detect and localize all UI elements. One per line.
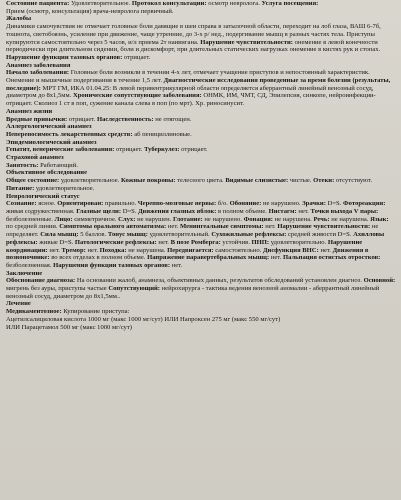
complaints-title: Жалобы [6, 15, 32, 23]
tongue-value: по средней линии. [6, 223, 58, 231]
palp-label: Пальпация остистых отростков: [282, 254, 381, 262]
onset-value: Головные боли возникли в течении 4-х лет, отмечает учащение приступов и непостоянный характеристик. Онемение и мышечные подергивания в течение 1,5 лет. [6, 69, 370, 85]
neuro-paragraph [6, 200, 397, 269]
epid-title: Эпидемиологический анамнез [6, 138, 97, 146]
eye-move-label: Движения глазных яблок: [138, 207, 217, 215]
allergy-title: Аллергологический анамнез [6, 123, 92, 131]
main-label: Основной: [363, 277, 396, 285]
orientation-label: Ориентирован: [57, 200, 104, 208]
employment-label: Занятость: [6, 161, 39, 169]
achilles-value: живые D=S. [39, 238, 74, 246]
diag-label: Диагностические исследования проведенные за время болезни (результаты, последние): [6, 77, 391, 92]
treatment-title: Лечение [6, 300, 31, 308]
swallow-value: не нарушено. [204, 215, 242, 223]
meds-intro: Купирование приступа: [63, 308, 130, 316]
tremor-value: нет. [87, 246, 98, 254]
nystagmus-label: Нистагм: [268, 207, 297, 215]
conclusion-title: Заключение [6, 269, 43, 277]
coord-value: нет. [49, 246, 60, 254]
eye-value: D=S. [122, 207, 137, 215]
gait-label: Походка: [99, 246, 127, 254]
neuro-title: Неврологический статус [6, 192, 80, 200]
pelvic2-value: нет. [171, 261, 183, 269]
pathological-label: Патологические рефлексы: [74, 238, 157, 246]
smell-label: Обоняние: [229, 200, 262, 208]
status-line [6, 0, 397, 8]
muscle-value: нет. [270, 254, 282, 262]
exam-title: Объективное обследование [6, 169, 88, 177]
vns-label: Дисфункция ВНС: [263, 246, 319, 254]
coord-label: Нарушение координации: [6, 238, 363, 254]
oral-label: Симптомы орального автоматизма: [59, 223, 167, 231]
photo-value: живая содружественная. [6, 207, 75, 215]
protocol-value: осмотр невролога. [208, 0, 260, 7]
habits-value: отрицает. [68, 115, 96, 123]
habits-label: Вредные привычки: [6, 115, 68, 123]
face-label: Лицо: [54, 215, 73, 223]
meds-line [6, 308, 397, 316]
meds-line-2: ИЛИ Парацетамол 500 мг (макс 1000 мг/сут) [6, 323, 132, 331]
vns-value: нет. [320, 246, 331, 254]
protocol-label: Протокол консультации: [131, 0, 207, 7]
face-value: симметричное. [74, 215, 117, 223]
heredity-label: Наследственность: [96, 115, 154, 123]
sens-label: Нарушение чувствительности: [277, 223, 371, 231]
nutrition-value: удовлетворительное. [35, 184, 95, 192]
hearing-value: не нарушен. [137, 215, 172, 223]
photo-label: Фотореакция: [343, 200, 386, 208]
complaints-text: Динамики самочувствия не отмечает головные боли давящие в шеи справа в затылочной области, переходит на лоб глаза, ВАШ 6-7б, тошнота, светобоязнь, усиление при движение, чаще утренние, до 3-х р/ нед., подергивание мышц в разных частях тела. Приступы купируются самостоятельно через 5 часов, и/л приема 2т наивигана. [6, 23, 381, 46]
spine-label: Движения в позвоночнике: [6, 246, 369, 262]
main-value: мигрень без ауры, приступы частые [6, 285, 107, 293]
oral-value: нет. [167, 223, 179, 231]
service-label: Услуга посещения: [261, 0, 319, 7]
skin-value: телесного цвета. [177, 177, 224, 185]
insurance-title: Страховой анамнез [6, 154, 64, 162]
smell-value: не нарушено. [263, 200, 301, 208]
pupils-label: Зрачки: [302, 200, 326, 208]
habits-line [6, 116, 397, 124]
edema-value: отсутствуют. [335, 177, 373, 185]
achilles-label: Ахилловы рефлексы: [6, 231, 385, 246]
eye-label: Глазные щели: [76, 207, 122, 215]
complaints-paragraph [6, 23, 397, 62]
tremor-label: Тремор: [61, 246, 86, 254]
service-line [6, 8, 397, 16]
hearing-label: Слух: [118, 215, 136, 223]
pelvic2-label: Нарушения функции тазовых органов: [53, 261, 171, 269]
tendon-value: средней живости D=S. [287, 231, 352, 239]
consciousness-label: Сознание: [6, 200, 37, 208]
diag-value: МРТ ГМ, ИКА 01.04.25: В левой перивентрикулярной области определяется аберрантный линейный венозный сосуд, диаметром до 8х1,5мм. [6, 84, 374, 100]
mucosa-value: чистые. [289, 177, 312, 185]
status-label: Состояние пациента: [6, 0, 70, 7]
general-value: удовлетворительное. [60, 177, 120, 185]
strength-label: Сила мышц: [40, 231, 79, 239]
tone-label: Тонус мышц: [107, 231, 148, 239]
employment-value: Работающий. [40, 161, 78, 169]
hepatitis-value: отрицает. [116, 146, 143, 154]
speech-label: Речь: [313, 215, 330, 223]
fnp-value: удовлетворительно. [270, 238, 327, 246]
comorbid-label: Сопутствующий: [108, 285, 160, 293]
sensitivity-value: онемение в левой конечности периодически при длительном сидении, боли и дискомфорт, при длительных статических нагрузках онемение в кистях рук и стопах. [6, 38, 381, 54]
orientation-value: правильно. [104, 200, 137, 208]
tb-label: Туберкулез: [144, 146, 180, 154]
intolerance-label: Непереносимость лекарственных средств: [6, 130, 133, 138]
edema-label: Отеки: [313, 177, 335, 185]
anamnesis-paragraph [6, 69, 397, 108]
trigem-value: безболезненные. [6, 215, 53, 223]
pelvic-value: отрицает. [123, 53, 151, 61]
skin-label: Кожные покровы: [121, 177, 176, 185]
pupils-value: D=S. [327, 200, 342, 208]
eye-move-value: в полном объеме. [218, 207, 267, 215]
strength-value: 5 баллов. [80, 231, 107, 239]
romberg-value: устойчив. [222, 238, 250, 246]
intolerance-line [6, 131, 397, 139]
cranial-value: б/о. [217, 200, 228, 208]
chronic-value: ОНМК, ИМ, ЧМТ, СД, Эпилепсия, синкопе, нейроинфекции- отрицает. Сколиоз 1 ст в поп, сужение канала слева в поп (по мрт). Хр. риносинусит. [6, 92, 376, 108]
romberg-label: В позе Ромберга: [170, 238, 221, 246]
hepatitis-line [6, 146, 397, 154]
comorbid-value: нейрохирурга - тактика ведения венозной аномалии - аберрантный линейный венозный сосуд, диаметром до 8х1,5мм.. [6, 285, 380, 300]
employment-line [6, 162, 397, 170]
spine-value: во всех отделах в полном объеме. [51, 254, 146, 262]
tendon-label: Сухожильные рефлексы: [211, 231, 287, 239]
nutrition-label: Питание: [6, 184, 35, 192]
gait-value: не нарушена. [128, 246, 166, 254]
pelvic-label: Нарушение функции тазовых органов: [6, 53, 123, 61]
heredity-value: не отягощен. [155, 115, 192, 123]
meds-line-1: Ацетилсалициловая кислота 1000 мг (макс 1000 мг/сут) ИЛИ Напроксен 275 мг (макс 550 мг/сут) [6, 315, 281, 323]
basis-value: На основании жалоб, анамнеза, объективных данных, результатов обследований установлен диагноз. [76, 277, 362, 285]
tongue-label: Язык: [370, 215, 389, 223]
general-label: Общее состояние: [6, 177, 60, 185]
fnp-label: ПНП: [251, 238, 270, 246]
trigem-label: Точки выхода V пары: [310, 207, 379, 215]
intolerance-value: аб пенициллиновые. [134, 130, 192, 138]
meds-label: Медикаментозное: [6, 308, 62, 316]
tb-value: отрицает. [181, 146, 208, 154]
tone-value: удовлетворительный. [149, 231, 210, 239]
anamnesis-title: Анамнез заболевания [6, 61, 71, 69]
nystagmus-value: нет. [298, 207, 309, 215]
speech-value: не нарушена. [331, 215, 369, 223]
phonation-value: не нарушена. [274, 215, 312, 223]
consciousness-value: ясное. [38, 200, 56, 208]
onset-label: Начало заболевания: [6, 69, 70, 77]
palp-value: безболезненная. [6, 261, 52, 269]
mucosa-label: Видимые слизистые: [225, 177, 289, 185]
basis-label: Обоснование диагноза: [6, 277, 76, 285]
pathological-value: нет. [158, 238, 169, 246]
conclusion-paragraph [6, 277, 397, 300]
sens-value: не определяет. [6, 223, 379, 239]
movement-value: самостоятельно. [215, 246, 262, 254]
movement-label: Передвигается: [167, 246, 214, 254]
phonation-label: Фонация: [243, 215, 273, 223]
chronic-label: Хронические сопутствующие заболевания: [72, 92, 202, 100]
hepatitis-label: Гепатит, венерические заболевания: [6, 146, 115, 154]
life-title: Анамнез жизни [6, 107, 53, 115]
exam-paragraph [6, 177, 397, 192]
sensitivity-label: Нарушение чувствительности: [200, 38, 293, 46]
meningeal-label: Менингеальные симптомы: [180, 223, 264, 231]
status-value: Удовлетворительное. [70, 0, 131, 7]
swallow-label: Глотание: [173, 215, 203, 223]
service-value: Прием (осмотр, консультация) врача-невролога первичный. [6, 7, 174, 15]
cranial-label: Черепно-мозговые нервы: [137, 200, 217, 208]
muscle-label: Напряжение паравертебральных мышц: [147, 254, 270, 262]
meningeal-value: нет. [265, 223, 276, 231]
